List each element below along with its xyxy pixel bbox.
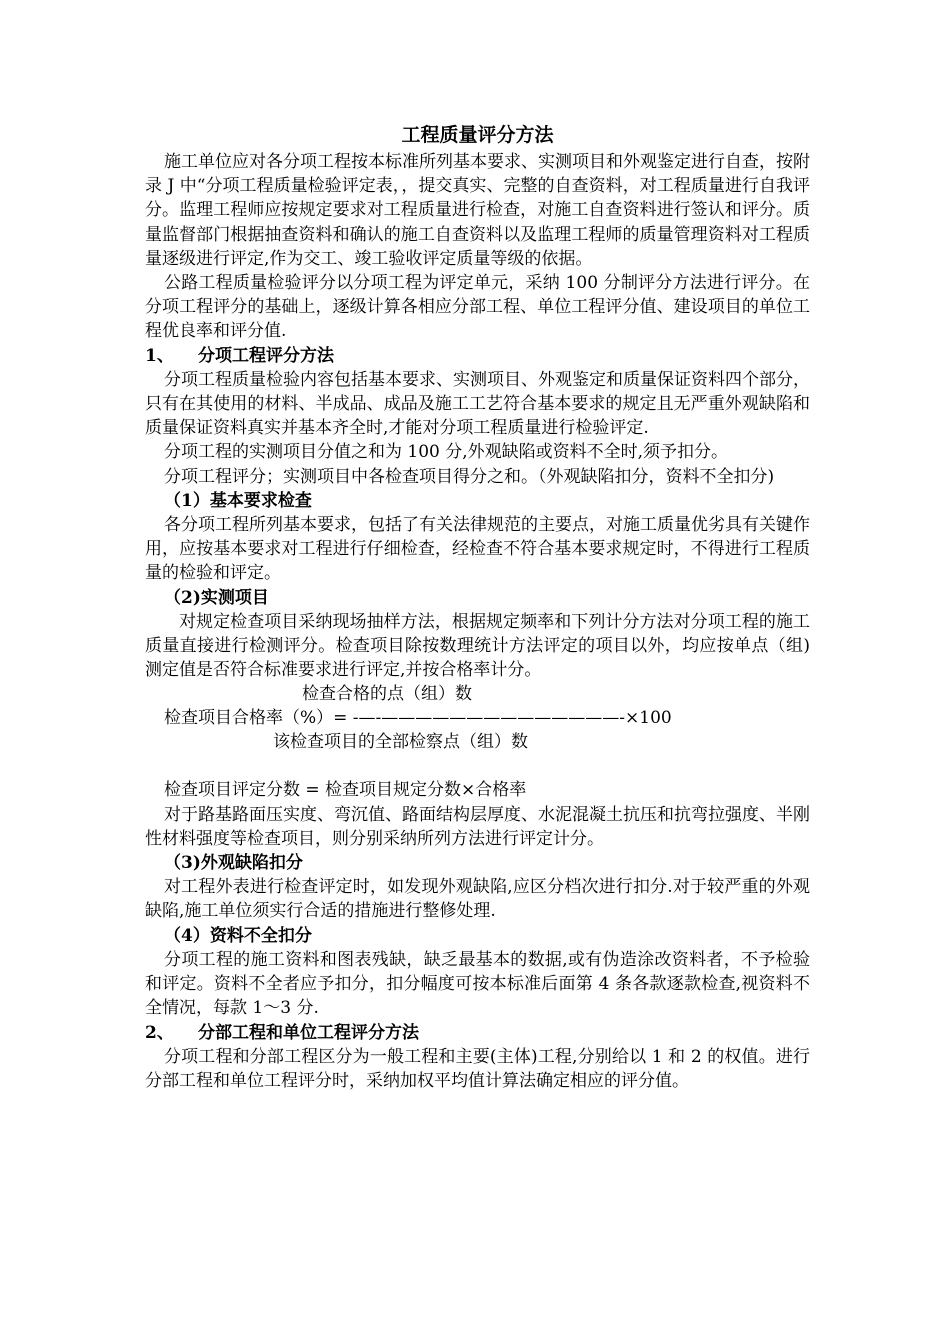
- section-2-number: 2、: [145, 1022, 174, 1043]
- documents-paragraph: 分项工程的施工资料和图表残缺，缺乏最基本的数据,或有伪造涂改资料者，不予检验和评定。资料不全者应予扣分，扣分幅度可按本标准后面第 4 条各款逐款检查,视资料不全情况，每款 1～3 分.: [145, 949, 810, 1019]
- formula-denominator: 该检查项目的全部检察点（组）数: [273, 732, 528, 753]
- pass-rate-formula: [145, 682, 810, 754]
- measured-items-paragraph: 对规定检查项目采纳现场抽样方法，根据规定频率和下列计分方法对分项工程的施工质量直接进行检测评分。检查项目除按数理统计方法评定的项目以外，均应按单点（组)测定值是否符合标准要求进行评定,并按合格率计分。: [145, 611, 810, 681]
- document-page: [145, 122, 810, 1093]
- section-1-number: 1、: [145, 345, 174, 366]
- subsection-measured-items-heading: （2)实测项目: [164, 587, 269, 608]
- intro-paragraph-2: 公路工程质量检验评分以分项工程为评定单元，采纳 100 分制评分方法进行评分。在分项工程评分的基础上，逐级计算各相应分部工程、单位工程评分值、建设项目的单位工程优良率和评分值.: [145, 273, 810, 342]
- section-1-paragraph-2: 分项工程的实测项目分值之和为 100 分,外观缺陷或资料不全时,须予扣分。: [164, 442, 729, 463]
- section-2-heading: [145, 1021, 810, 1045]
- subsection-appearance-heading: （3)外观缺陷扣分: [164, 853, 303, 874]
- intro-paragraph-1: 施工单位应对各分项工程按本标准所列基本要求、实测项目和外观鉴定进行自查，按附录 J 中“分项工程质量检验评定表，，提交真实、完整的自查资料，对工程质量进行自我评分。监理工程师应按规定要求对工程质量进行检查，对施工自查资料进行签认和评分。质量监督部门根据抽查资料和确认的施工自查资料以及监理工程师的质量管理资料对工程质量逐级进行评定,作为交工、竣工验收评定质量等级的依据。: [145, 152, 810, 269]
- formula-numerator: 检查合格的点（组）数: [302, 684, 472, 705]
- section-1-paragraph-3: 分项工程评分；实测项目中各检查项目得分之和。（外观缺陷扣分，资料不全扣分): [164, 466, 775, 487]
- document-title: 工程质量评分方法: [401, 124, 554, 146]
- measured-items-paragraph-2: 对于路基路面压实度、弯沉值、路面结构层厚度、水泥混凝土抗压和抗弯拉强度、半刚性材料强度等检查项目，则分别采纳所列方法进行评定计分。: [145, 804, 810, 849]
- section-1-heading: [145, 344, 810, 368]
- subsection-documents-heading: （4）资料不全扣分: [164, 925, 312, 946]
- appearance-paragraph: 对工程外表进行检查评定时，如发现外观缺陷,应区分档次进行扣分.对于较严重的外观缺陷,施工单位须实行合适的措施进行整修处理.: [145, 877, 810, 922]
- formula-equation: 检查项目合格率（%）= -—-——————————————-×100: [164, 708, 672, 729]
- section-1-title: 分项工程评分方法: [198, 345, 334, 366]
- section-1-paragraph-1: 分项工程质量检验内容包括基本要求、实测项目、外观鉴定和质量保证资料四个部分，只有在其使用的材料、半成品、成品及施工工艺符合基本要求的规定且无严重外观缺陷和质量保证资料真实并基本齐全时,才能对分项工程质量进行检验评定.: [145, 369, 810, 439]
- subsection-basic-requirements-heading: （1）基本要求检查: [164, 490, 312, 511]
- score-formula-line: 检查项目评定分数 = 检查项目规定分数×合格率: [164, 780, 527, 801]
- section-2-paragraph: 分项工程和分部工程区分为一般工程和主要(主体)工程,分别给以 1 和 2 的权值。进行分部工程和单位工程评分时，采纳加权平均值计算法确定相应的评分值。: [145, 1046, 810, 1091]
- section-2-title: 分部工程和单位工程评分方法: [198, 1022, 419, 1043]
- basic-requirements-paragraph: 各分项工程所列基本要求，包括了有关法律规范的主要点，对施工质量优劣具有关键作用，应按基本要求对工程进行仔细检查，经检查不符合基本要求规定时，不得进行工程质量的检验和评定。: [145, 515, 810, 584]
- blank-line: [145, 754, 810, 778]
